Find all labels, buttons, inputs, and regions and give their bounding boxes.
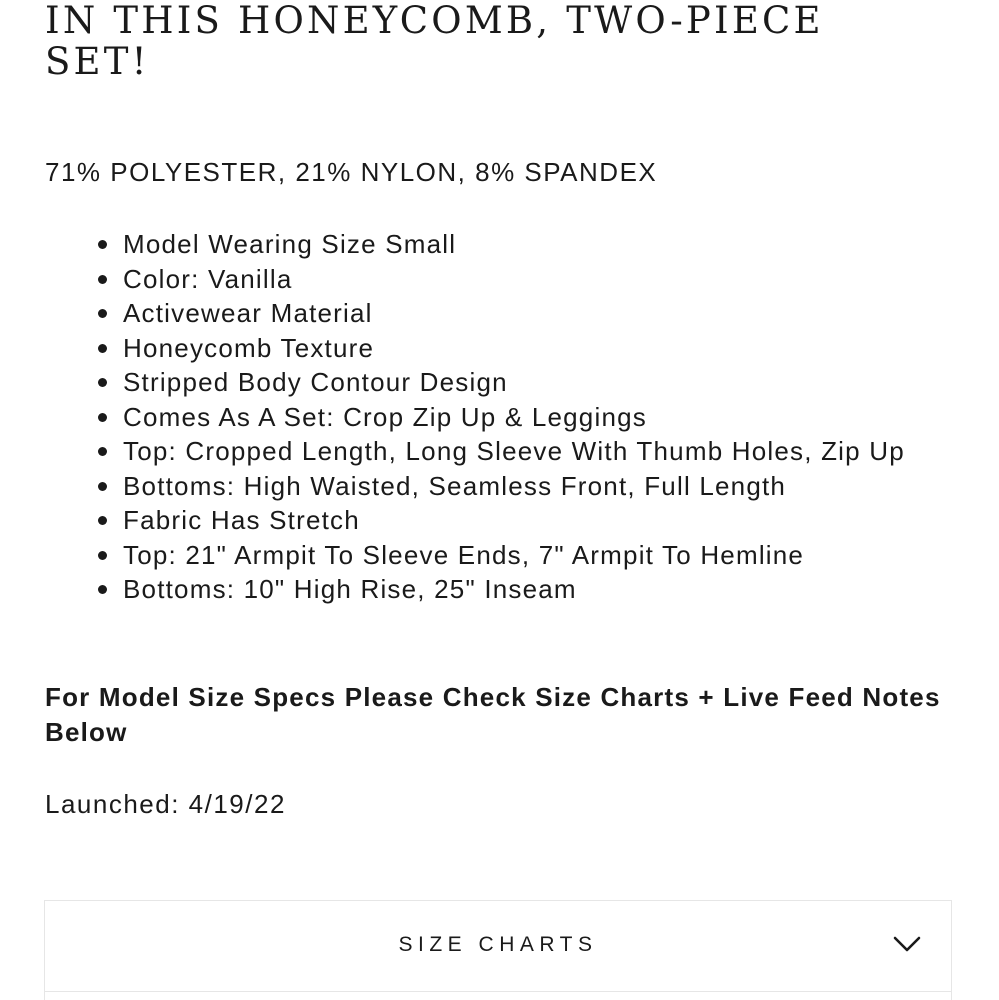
- launch-date: Launched: 4/19/22: [45, 789, 286, 819]
- product-heading: [45, 0, 945, 82]
- feature-item: Activewear Material: [95, 296, 945, 331]
- feature-item: Bottoms: High Waisted, Seamless Front, Full Length: [95, 469, 945, 504]
- product-heading-line-2: SET!: [45, 40, 150, 83]
- feature-item: Bottoms: 10" High Rise, 25" Inseam: [95, 572, 945, 607]
- product-heading-line-1: IN THIS HONEYCOMB, TWO-PIECE: [45, 0, 824, 42]
- feature-item: Color: Vanilla: [95, 262, 945, 297]
- model-size-note: For Model Size Specs Please Check Size Charts + Live Feed Notes Below: [45, 682, 941, 747]
- feature-item: Top: 21" Armpit To Sleeve Ends, 7" Armpit To Hemline: [95, 538, 945, 573]
- feature-item: Comes As A Set: Crop Zip Up & Leggings: [95, 400, 945, 435]
- material-composition: 71% POLYESTER, 21% NYLON, 8% SPANDEX: [45, 157, 658, 187]
- feature-item: Stripped Body Contour Design: [95, 365, 945, 400]
- feature-item: Fabric Has Stretch: [95, 503, 945, 538]
- feature-item: Top: Cropped Length, Long Sleeve With Thumb Holes, Zip Up: [95, 434, 945, 469]
- size-charts-accordion: [44, 900, 952, 1000]
- size-charts-title: SIZE CHARTS: [398, 933, 598, 956]
- size-charts-toggle[interactable]: [45, 901, 951, 992]
- feature-item: Honeycomb Texture: [95, 331, 945, 366]
- chevron-down-icon[interactable]: [893, 935, 921, 953]
- feature-list: [95, 227, 945, 607]
- feature-item: Model Wearing Size Small: [95, 227, 945, 262]
